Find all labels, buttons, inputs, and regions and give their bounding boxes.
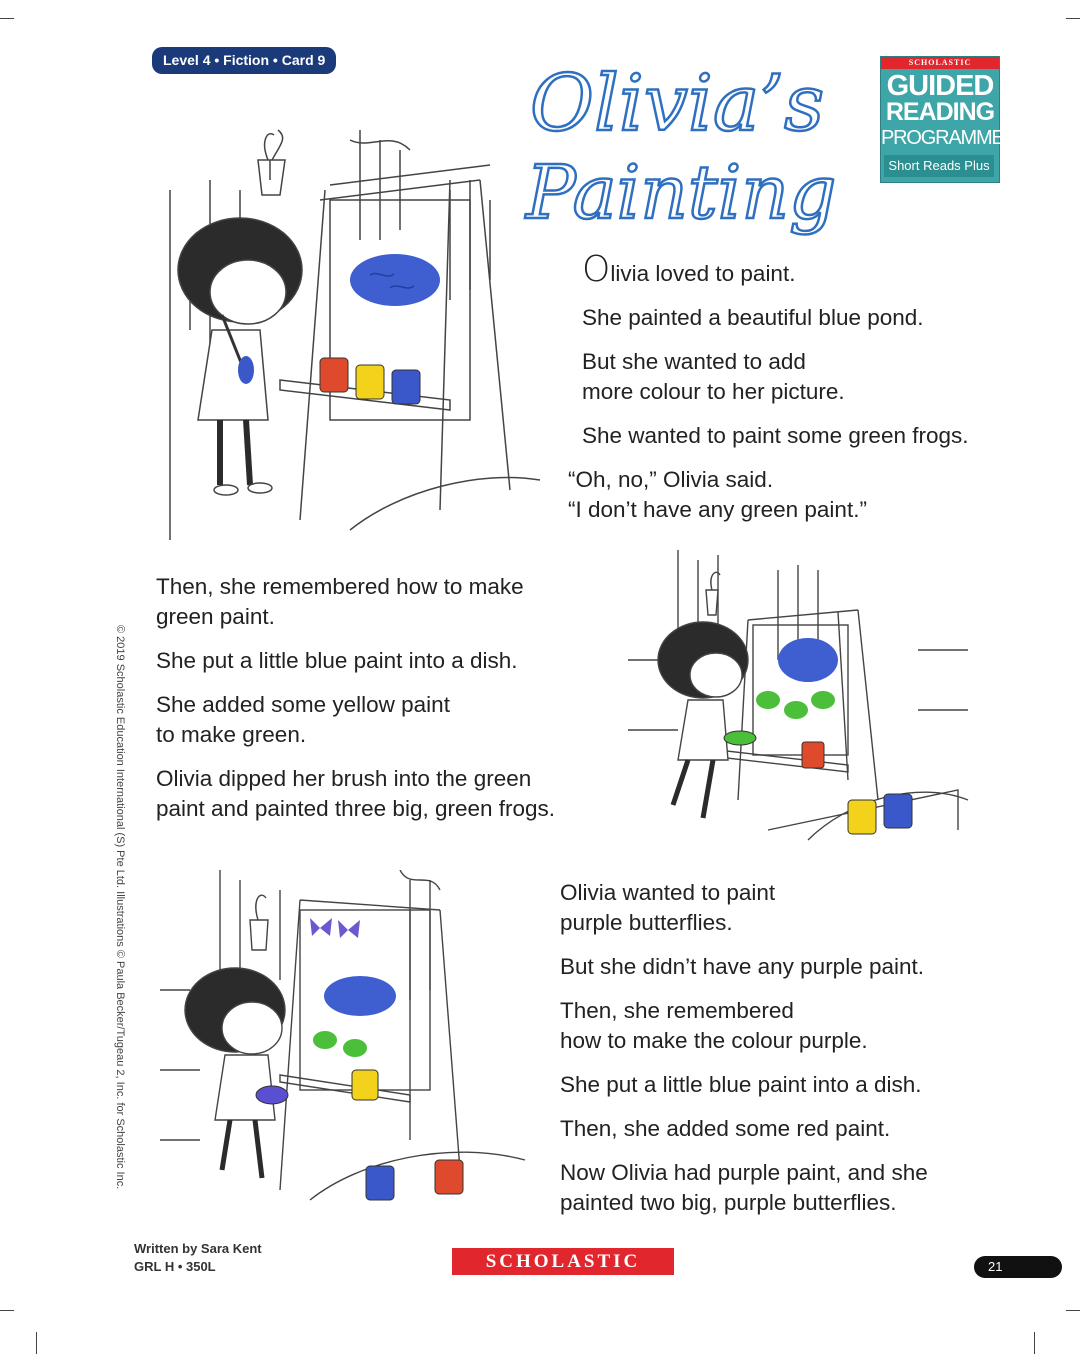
story-paragraph: She painted a beautiful blue pond. [582,305,924,330]
logo-line-programme: PROGRAMME [881,127,1004,149]
story-paragraph: Olivia wanted to paint purple butterflies. [560,880,776,935]
illustration-blue-pond [150,120,550,540]
story-paragraph: “Oh, no,” Olivia said. “I don’t have any green paint.” [568,467,867,522]
story-section-1-dialogue [568,465,1028,525]
copyright-text: © 2019 Scholastic Education International (S) Pte Ltd. Illustrations © Paula Becker/Tugeau 2, Inc. for Scholastic Inc. [114,625,126,1190]
title-line-2: Painting [526,150,837,236]
illustration-green-frogs [618,550,978,850]
page-number: 21 [974,1256,1062,1278]
crop-mark [0,18,14,19]
story-paragraph: Olivia dipped her brush into the green paint and painted three big, green frogs. [156,766,556,821]
footer-credits [134,1240,262,1276]
crop-mark [1066,1310,1080,1311]
reading-level: GRL H • 350L [134,1259,216,1274]
guided-reading-logo [880,56,1004,183]
crop-mark [0,1310,14,1311]
logo-line-short-reads: Short Reads Plus [884,155,994,177]
story-paragraph: She added some yellow paint to make green. [156,692,450,747]
story-paragraph: She put a little blue paint into a dish. [560,1072,922,1097]
crop-mark [1066,18,1080,19]
story-paragraph: She wanted to paint some green frogs. [582,423,969,448]
level-badge: Level 4 • Fiction • Card 9 [152,47,336,74]
story-paragraph: Now Olivia had purple paint, and she painted two big, purple butterflies. [560,1160,928,1215]
story-paragraph: Then, she remembered how to make green paint. [156,574,524,629]
logo-brand: SCHOLASTIC [881,57,999,69]
crop-mark [36,1332,37,1354]
logo-line-guided: GUIDED [886,70,994,102]
story-section-3 [560,878,1030,1218]
logo-line-reading: READING [885,98,995,126]
crop-mark [1034,1332,1035,1354]
story-paragraph: But she wanted to add more colour to her picture. [582,349,845,404]
story-paragraph: Then, she remembered how to make the colour purple. [560,998,868,1053]
illustration-purple-butterflies [160,870,530,1210]
title-line-1: Olivia’s [530,59,825,149]
copyright-notice [110,625,128,1190]
story-section-2 [156,572,616,824]
drop-cap: O [582,249,611,290]
story-paragraph: Then, she added some red paint. [560,1116,891,1141]
page-title [520,40,860,240]
scholastic-logo: SCHOLASTIC [452,1248,674,1275]
story-paragraph: She put a little blue paint into a dish. [156,648,518,673]
story-section-1 [582,249,1042,451]
story-paragraph: But she didn’t have any purple paint. [560,954,924,979]
story-paragraph: Olivia loved to paint. [582,249,796,290]
author-credit: Written by Sara Kent [134,1241,262,1256]
